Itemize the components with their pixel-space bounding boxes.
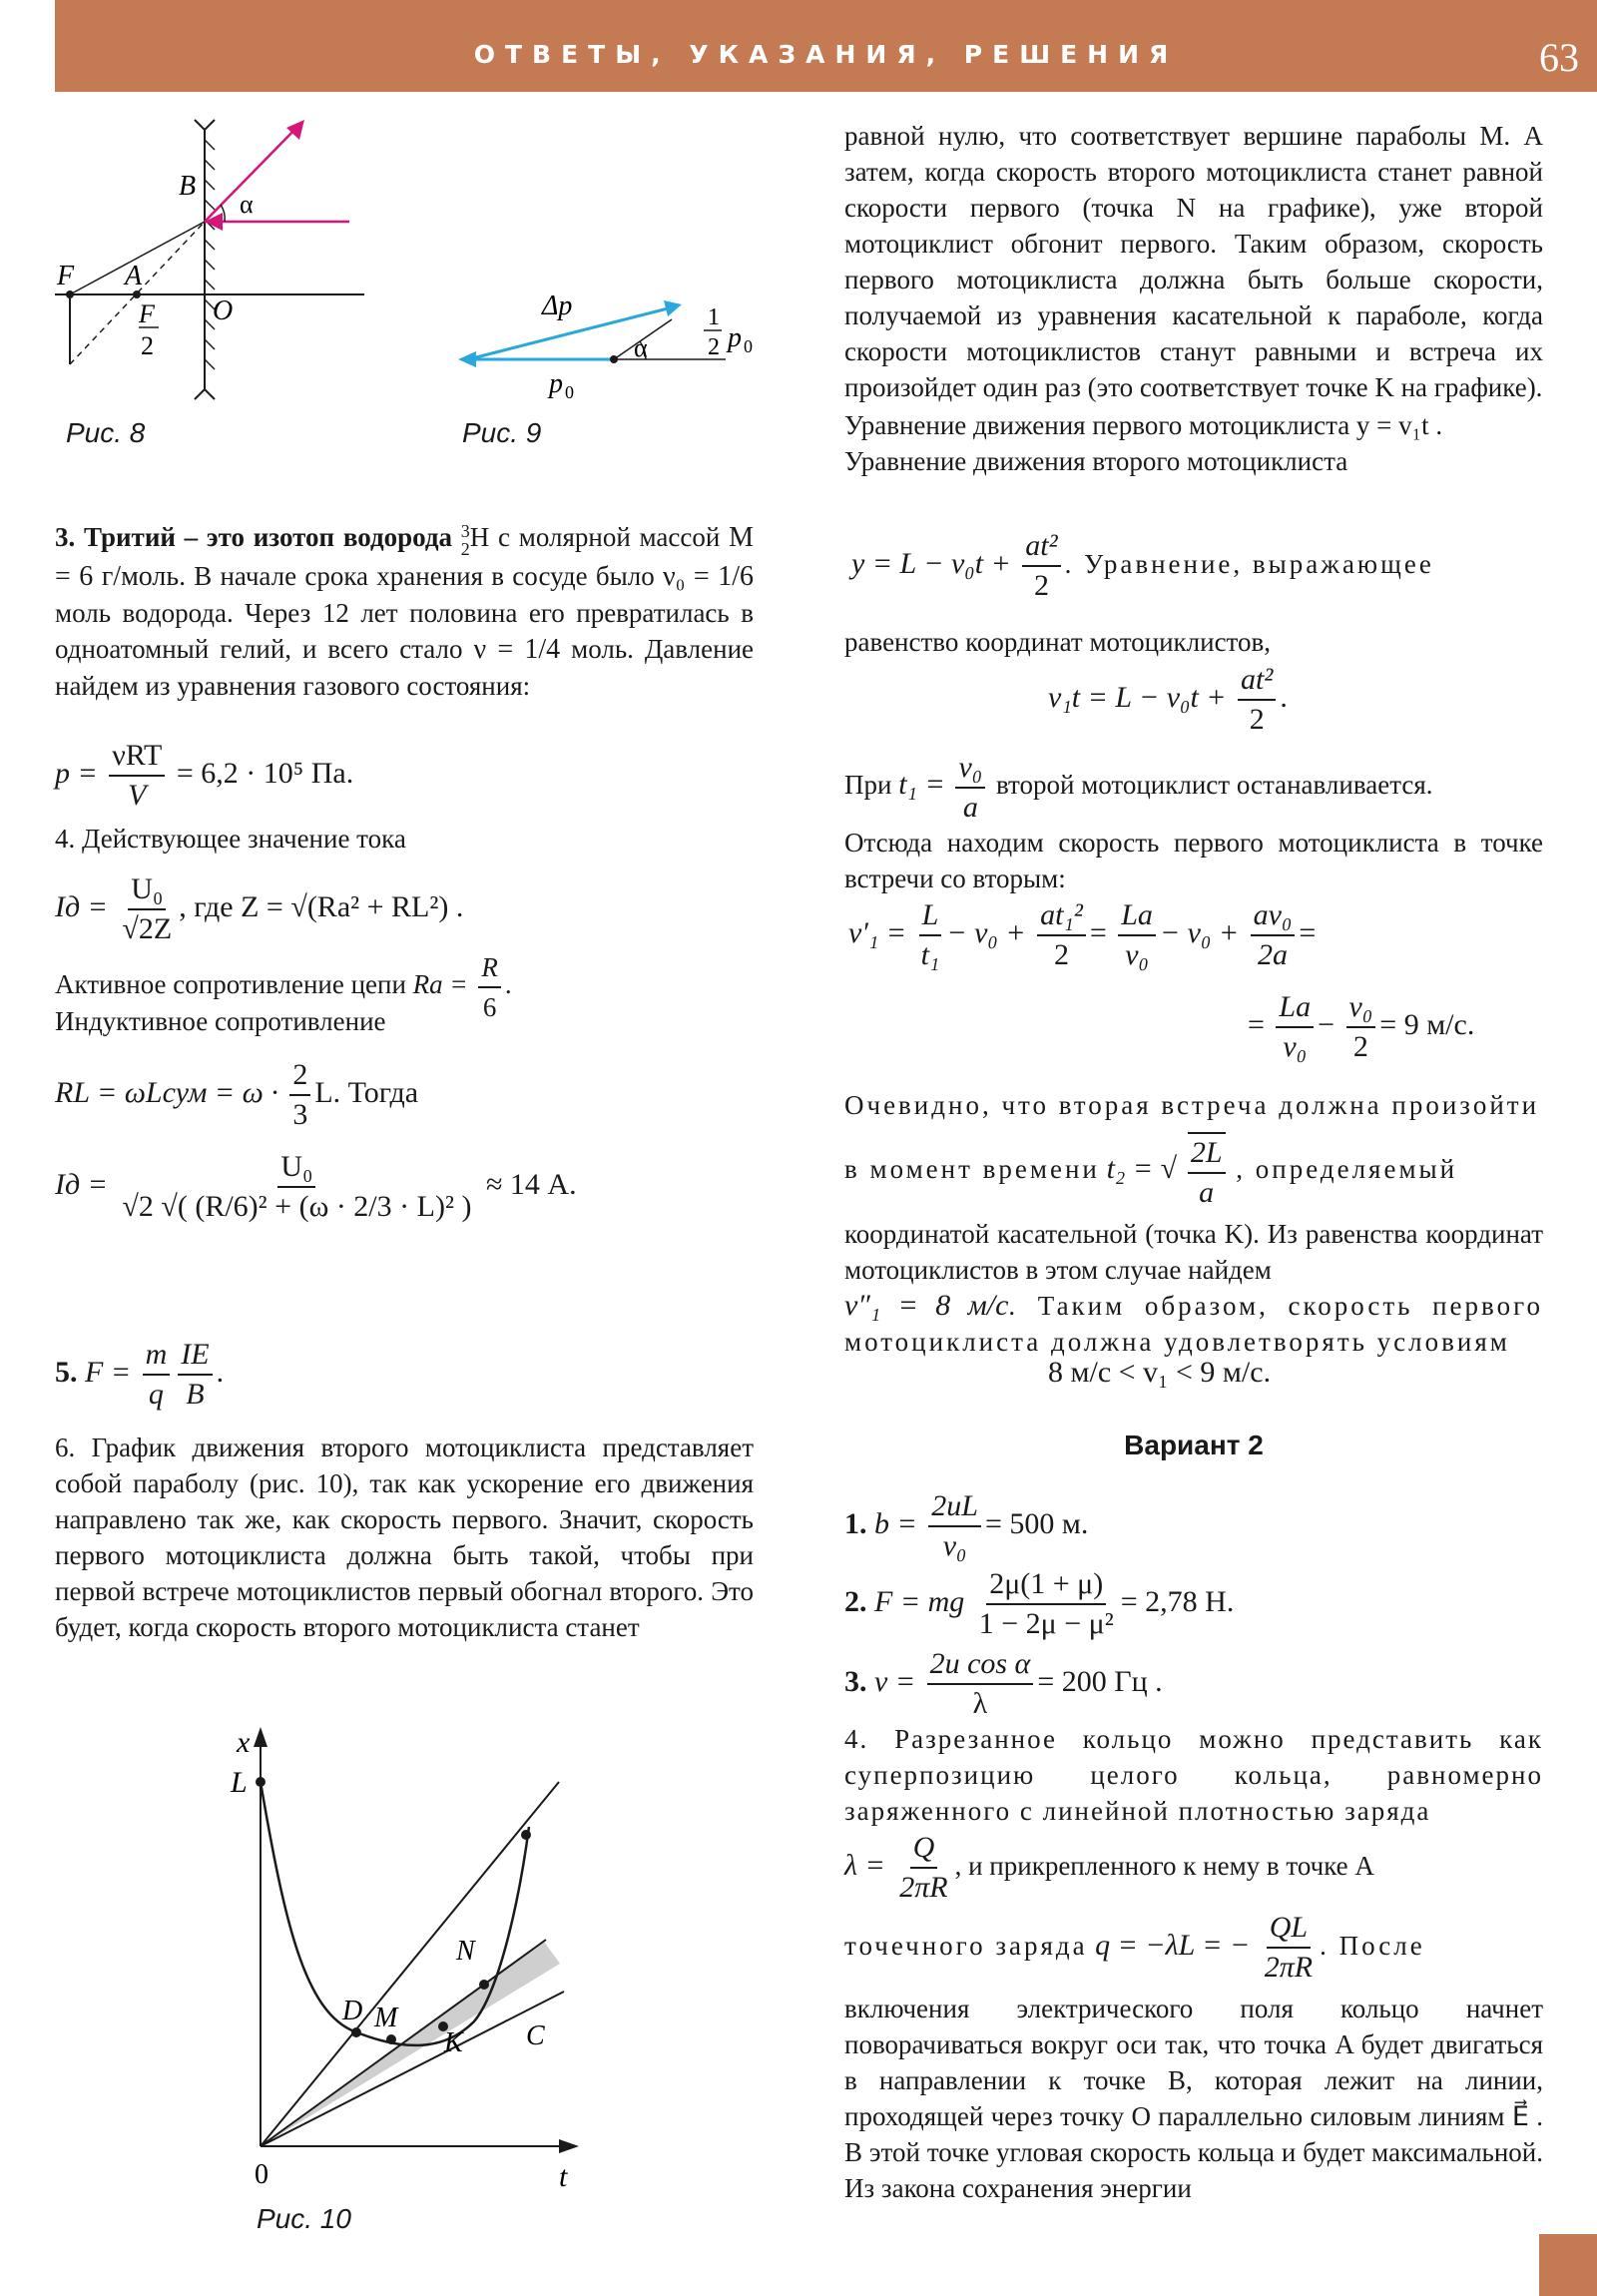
v1-num: 2uL <box>928 1487 981 1527</box>
r1-text: равной нулю, что соответствует вершине параболы M. А затем, когда скорость второго мотоциклиста станет равной скорости первого (точка N на графике), уже второй мотоциклист обгонит первого. Таким образом, скорость первого мотоциклиста должна быть больше скорости, получаемой из уравнения касательной к параболе, когда скорости мотоциклистов станут равными и встреча их произойдет один раз (это соответствует точке K на графике). <box>844 121 1543 402</box>
r9-f1d: t₁ <box>920 938 940 971</box>
v3-line <box>844 1645 1163 1723</box>
fig8-label-O: O <box>213 295 234 326</box>
v3-lhs: ν = <box>874 1664 916 1698</box>
r11-text: Очевидно, что вторая встреча должна произойти <box>844 1090 1540 1120</box>
page-header <box>55 0 1597 92</box>
r13-block <box>844 1216 1543 1360</box>
fig9-label-half-den: 2 <box>708 334 720 360</box>
r10-f2n: v₀ <box>1346 988 1376 1028</box>
fig8-label-alpha: α <box>240 190 254 219</box>
p5-f2-num: IE <box>178 1336 212 1376</box>
r9-f4d: 2a <box>1258 938 1289 971</box>
r9-f2d: 2 <box>1053 938 1069 971</box>
r4-eq: y = L − v₀t + <box>851 546 1011 580</box>
r9-f2n: at₁² <box>1037 896 1086 936</box>
r3-text: Уравнение движения второго мотоциклиста <box>844 446 1348 476</box>
fig8-label-B: B <box>179 171 197 202</box>
p3-formula-den: V <box>128 779 147 812</box>
r7-line <box>844 749 1433 827</box>
r10-f2d: 2 <box>1352 1030 1368 1063</box>
r10-m: − <box>1318 1007 1335 1041</box>
corner-tab <box>1539 2234 1597 2296</box>
r10-line <box>1248 988 1474 1066</box>
r9-f1n: L <box>919 896 942 936</box>
v1-rhs: = 500 м. <box>984 1506 1089 1540</box>
fig10-label-C: C <box>526 2020 545 2051</box>
fig10-label-t: t <box>559 2160 568 2193</box>
r9-end: = <box>1299 915 1317 949</box>
fig10-label-x: x <box>237 1726 251 1759</box>
fig10-label-L: L <box>231 1766 248 1799</box>
r8-text: Отсюда находим скорость первого мотоциклиста в точке встречи со вторым: <box>844 828 1543 893</box>
r6-num: at² <box>1238 661 1276 701</box>
v3-den: λ <box>972 1687 988 1720</box>
v4-q-num: QL <box>1267 1909 1311 1949</box>
p4-Ra-line: Активное сопротивление цепи Rа = $\frac{R}{6}$ . <box>55 948 512 1026</box>
p5-f2-den: B <box>186 1378 205 1411</box>
fig9-caption: Рис. 9 <box>462 417 542 448</box>
fig9-label-p0: p <box>549 368 563 399</box>
r9-lhs: v′₁ = <box>848 915 907 949</box>
r5-text: равенство координат мотоциклистов, <box>844 627 1272 657</box>
r12-den: a <box>1199 1176 1215 1209</box>
v1-num-label: 1. <box>844 1506 867 1540</box>
r6-den: 2 <box>1249 703 1265 736</box>
v4-text-c: точечного заряда <box>844 1930 1088 1961</box>
problem-3-text <box>55 519 754 704</box>
r7-a: При <box>844 770 892 801</box>
right-column <box>844 118 1543 479</box>
p3-text-b: с молярной массой <box>489 522 730 552</box>
fig8-label-F: F <box>57 261 75 291</box>
v4-q: q = −λL = − <box>1095 1928 1251 1962</box>
p4-inductive-text: Индуктивное сопротивление <box>55 1006 386 1036</box>
fig10-label-M: M <box>374 2003 398 2033</box>
r12-b: , определяемый <box>1236 1154 1458 1185</box>
fig10-label-D: D <box>342 1996 363 2026</box>
r6-eq: v₁t = L − v₀t + <box>1048 680 1227 714</box>
p4-final-formula <box>55 1148 577 1226</box>
v4-text-d: . После <box>1320 1930 1425 1961</box>
r9-m1: − v₀ + <box>946 915 1026 949</box>
v1-line <box>844 1487 1088 1565</box>
v2-den: 1 − 2μ − μ² <box>978 1607 1114 1640</box>
p4-RL-end: L. Тогда <box>314 1075 419 1109</box>
figure-8 <box>55 110 384 409</box>
p4-final-den: √2 √( (R/6)² + (ω · 2/3 · L)² ) <box>122 1190 472 1223</box>
v4-text-e: включения электрического поля кольцо начнет поворачиваться вокруг оси так, что точка A будет двигаться в направлении к точке B, которая лежит на линии, проходящей через точку O параллельно силовым линиям E⃗ . В этой точке угловая скорость кольца и будет максимальной. Из закона сохранения энергии <box>844 1994 1543 2203</box>
v2-line <box>844 1565 1234 1643</box>
header-title: ОТВЕТЫ, УКАЗАНИЯ, РЕШЕНИЯ <box>473 40 1179 69</box>
v1-den: v₀ <box>942 1529 967 1562</box>
p3-formula-lhs: p = <box>55 756 98 790</box>
fig8-caption: Рис. 8 <box>66 417 146 448</box>
p4-RL: RL = ωLсум = ω · <box>55 1075 278 1109</box>
p5-f1-num: m <box>143 1336 171 1376</box>
fig8-label-F2-den: 2 <box>141 331 154 360</box>
p4-RL-formula <box>55 1056 418 1134</box>
p3-text-e: моль. Давление найдем из уравнения газового состояния: <box>55 633 754 701</box>
fig9-label-alpha: α <box>634 333 648 362</box>
r7-b: второй мотоциклист останавливается. <box>995 770 1433 801</box>
v2-rhs: = 2,78 Н. <box>1120 1584 1235 1618</box>
v4-lam-den: 2πR <box>899 1871 948 1904</box>
fig9-label-half-num: 1 <box>708 304 720 330</box>
p4-final-lhs: Iд = <box>55 1167 108 1201</box>
r10-end: = 9 м/с. <box>1379 1007 1475 1041</box>
p3-nu0: ν₀ = 1/6 <box>662 560 755 592</box>
p4-Ra-num: R <box>478 948 501 988</box>
v4-text-b: , и прикрепленного к нему в точке A <box>954 1850 1374 1881</box>
fig10-caption: Рис. 10 <box>257 2203 351 2234</box>
v4-lambda-line <box>844 1829 1374 1907</box>
v3-rhs: = 200 Гц . <box>1037 1664 1163 1698</box>
r7-t: t₁ = <box>898 768 945 802</box>
p6-text: 6. График движения второго мотоциклиста представляет собой параболу (рис. 10), так как ускорение его движения направлено так же, как скорость первого. Значит, скорость первого мотоциклиста должна быть такой, чтобы при первой встрече мотоциклистов первый обогнал второго. Это будет, когда скорость второго мотоциклиста станет <box>55 1433 754 1642</box>
r7-num: v₀ <box>955 749 985 789</box>
v4-lam-num: Q <box>910 1829 938 1869</box>
v3-num: 2u cos α <box>927 1645 1034 1685</box>
r14-eq: v″₁ = 8 м/с <box>844 1289 1009 1322</box>
r14-text: . Таким образом, скорость первого мотоциклиста должна удовлетворять условиям <box>844 1291 1544 1357</box>
r4-line <box>851 527 1434 605</box>
p4-Ra-den: 6 <box>482 992 497 1022</box>
variant-heading: Вариант 2 <box>1124 1430 1264 1460</box>
r9-m2: − v₀ + <box>1159 915 1240 949</box>
p4-I-lhs: Iд = <box>55 889 108 923</box>
v4-continuation <box>844 1991 1543 2206</box>
p3-isotope: H <box>469 522 490 552</box>
p4-final-num: U₀ <box>277 1148 315 1188</box>
v2-lhs: F = mg <box>874 1584 965 1618</box>
fig8-label-F2-num: F <box>139 299 155 328</box>
p4-intro: 4. Действующее значение тока <box>55 824 406 854</box>
fig10-label-N: N <box>456 1936 475 1967</box>
r7-den: a <box>962 791 978 824</box>
fig10-label-origin: 0 <box>255 2159 268 2190</box>
p4-final-rhs: ≈ 14 А. <box>485 1167 577 1201</box>
v1-lhs: b = <box>874 1506 917 1540</box>
fig9-label-p0-sub: 0 <box>565 382 574 402</box>
r10-f1d: v₀ <box>1283 1030 1308 1063</box>
v4-text-a: 4. Разрезанное кольцо можно представить как суперпозицию целого кольца, равномерно заряженного с линейной плотностью заряда <box>844 1724 1543 1826</box>
v4-q-den: 2πR <box>1264 1951 1314 1984</box>
p5-f1-den: q <box>148 1378 164 1411</box>
r9-eq: = <box>1089 915 1107 949</box>
left-column <box>55 519 754 704</box>
r4-den: 2 <box>1033 569 1049 602</box>
r6-line: v₁t = L − v₀t + $\frac{\text{at²}}{2}$ . <box>1048 661 1288 739</box>
r12-a: в момент времени <box>844 1154 1100 1185</box>
r2-text: Уравнение движения первого мотоциклиста y = v₁t . <box>844 410 1443 440</box>
r10-f1n: La <box>1276 988 1314 1028</box>
p4-I-den: √2Z <box>122 912 173 945</box>
p3-formula-rhs: = 6,2 · 10⁵ Па. <box>176 756 354 790</box>
r9-line <box>848 896 1316 974</box>
p4-current-formula <box>55 870 463 948</box>
r4-txt: . Уравнение, выражающее <box>1064 548 1434 579</box>
p4-I-mid: , где <box>179 889 234 923</box>
figure-10 <box>225 1722 604 2201</box>
p5-F: F = <box>85 1355 132 1389</box>
v3-num-label: 3. <box>844 1664 867 1698</box>
v4-q-line <box>844 1909 1425 1987</box>
problem-6 <box>55 1430 754 1645</box>
v2-num: 2μ(1 + μ) <box>986 1565 1106 1605</box>
r9-f4n: av₀ <box>1251 896 1296 936</box>
fig9-label-dp: Δp <box>542 290 573 321</box>
p4-Z: Z = √(Rа² + RL²) . <box>241 889 464 923</box>
r13-text: координатой касательной (точка K). Из равенства координат мотоциклистов в этом случае найдем <box>844 1219 1543 1285</box>
r8-block <box>844 825 1543 896</box>
p3-intro: 3. Тритий – это изотоп водорода <box>55 522 461 552</box>
r12-t: t₂ = √ <box>1106 1152 1178 1186</box>
p4-Ra-lhs: Rа = <box>412 969 468 1000</box>
p3-text-d: моль водорода. Через 12 лет половина его превратилась в одноатомный гелий, и всего стало <box>55 597 754 664</box>
p4-RL-den: 3 <box>292 1098 308 1131</box>
r9-f3d: v₀ <box>1125 938 1149 971</box>
p3-formula <box>55 737 353 815</box>
p4-I-num: U₀ <box>128 870 166 910</box>
r12-line <box>844 1132 1457 1212</box>
p3-nu: ν = 1/4 <box>473 633 561 665</box>
p3-molar-mass: M = 6 г/моль <box>55 522 754 592</box>
r12-num: 2L <box>1188 1134 1226 1174</box>
v4-lam: λ = <box>844 1848 885 1882</box>
page-number: 63 <box>1539 35 1579 80</box>
fig10-label-K: K <box>444 2027 463 2058</box>
p5-num: 5. <box>55 1355 78 1389</box>
figure-9 <box>454 285 774 414</box>
v4-block <box>844 1721 1543 1829</box>
v2-num-label: 2. <box>844 1584 867 1618</box>
p4-Ra-text: Активное сопротивление цепи <box>55 969 406 1000</box>
r10-lhs: = <box>1248 1007 1265 1041</box>
p3-formula-num: νRT <box>109 737 165 777</box>
p3-iso-z: 2 <box>460 538 470 559</box>
p3-text-c: . В начале срока хранения в сосуде было <box>179 560 663 591</box>
p4-RL-num: 2 <box>289 1056 310 1096</box>
fig9-label-p0r-sub: 0 <box>744 336 753 356</box>
fig9-label-p0r: p <box>728 322 742 353</box>
r4-num: at² <box>1022 527 1060 567</box>
r15-text: 8 м/с < v₁ < 9 м/с. <box>1048 1356 1272 1389</box>
p3-iso-mass: 3 <box>460 520 470 541</box>
r9-f3n: La <box>1118 896 1156 936</box>
p5-formula: 5. F = $\frac{m}{q}$ $\frac{IE}{B}$ . <box>55 1336 224 1414</box>
fig8-label-A: A <box>125 261 143 291</box>
